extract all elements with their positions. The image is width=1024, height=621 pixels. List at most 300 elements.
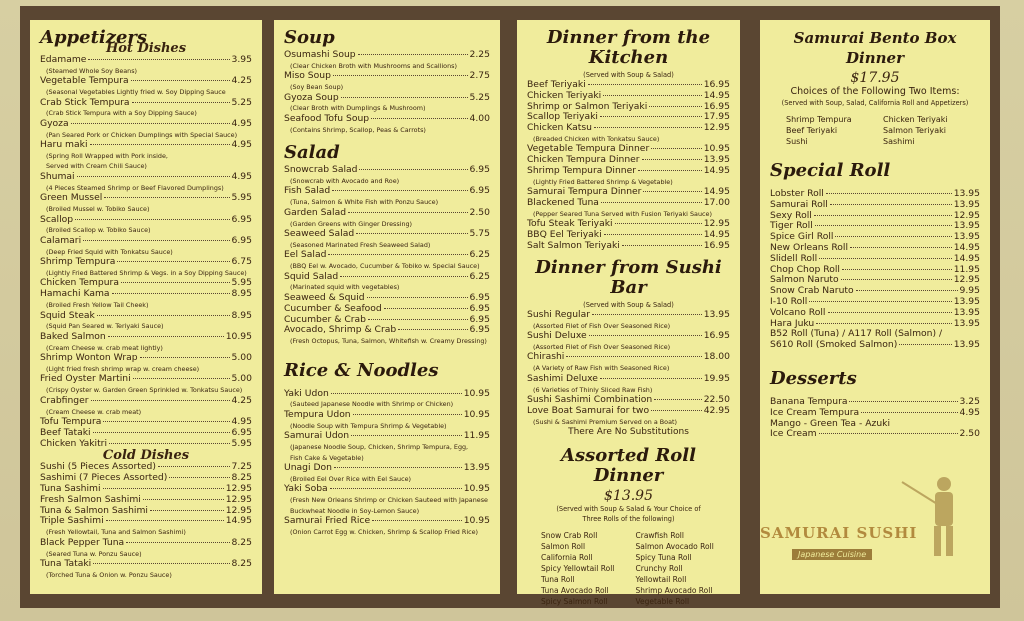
menu-item (40, 559, 252, 570)
dot-leader (330, 488, 462, 489)
bento-option: Beef Teriyaki (786, 126, 838, 135)
bento-choices: Choices of the Following Two Items: (790, 86, 960, 97)
menu-item-name: Miso Soup (284, 70, 331, 82)
cold-dishes-list (40, 462, 252, 580)
roll-option: Salmon Avocado Roll (635, 542, 714, 552)
dot-leader (77, 176, 230, 177)
dot-leader (359, 169, 467, 170)
menu-item-description: (Squid Pan Seared w. Teriyaki Sauce) (46, 322, 164, 331)
dot-leader (340, 276, 467, 277)
logo-name: SAMURAI SUSHI (760, 524, 918, 542)
dot-leader (604, 234, 702, 235)
dot-leader (158, 466, 230, 467)
dot-leader (815, 225, 952, 226)
menu-item-price: 12.95 (953, 209, 980, 221)
menu-item-name: Slidell Roll (770, 252, 818, 264)
menu-item (284, 272, 490, 283)
menu-item-name: Shrimp Tempura (40, 256, 116, 268)
dot-leader (83, 240, 229, 241)
dot-leader (112, 293, 230, 294)
dot-leader (828, 312, 952, 313)
dot-leader (654, 399, 701, 400)
appetizers-heading: Appetizers (40, 27, 148, 48)
menu-item-price: 4.95 (231, 139, 252, 151)
menu-item-description: (Onion Carrot Egg w. Chicken, Shrimp & Scallop Fried Rice) (290, 527, 479, 536)
menu-item-name: Chicken Tempura (40, 277, 119, 289)
menu-item-name: Chicken Yakitri (40, 437, 108, 449)
dot-leader (106, 520, 224, 521)
menu-item-price: 7.25 (231, 461, 252, 473)
menu-item (284, 431, 490, 442)
menu-item (40, 98, 252, 109)
menu-item-description: (Garden Greens with Ginger Dressing) (290, 219, 413, 228)
dot-leader (850, 247, 952, 248)
menu-item-price: 4.95 (231, 117, 252, 129)
menu-item-description: (Sushi & Sashimi Premium Served on a Boat) (533, 417, 677, 426)
soup-heading: Soup (284, 27, 335, 48)
menu-item-name: Gyoza (40, 117, 69, 129)
menu-item-name: Chicken Tempura Dinner (527, 154, 640, 166)
roll-option: Tuna Avocado Roll (541, 586, 609, 596)
menu-item-description: (Broiled Mussel w. Tobiko Sauce) (46, 205, 150, 214)
menu-item-name: Ice Cream (770, 428, 817, 440)
menu-item-price: 6.95 (469, 313, 490, 325)
menu-item (284, 389, 490, 400)
menu-item (284, 304, 490, 315)
dot-leader (126, 542, 229, 543)
menu-item-price: 6.95 (231, 426, 252, 438)
menu-item-name: Vegetable Tempura (40, 75, 129, 87)
menu-item-price: 4.00 (469, 112, 490, 124)
roll-option: Crunchy Roll (635, 564, 683, 574)
menu-item-price: 12.95 (703, 122, 730, 134)
menu-item-description: (Seasonal Vegetables Lightly fried w. Soy Dipping Sauce (46, 88, 226, 97)
menu-item-price: 14.95 (703, 165, 730, 177)
dot-leader (132, 102, 230, 103)
bento-option: Salmon Teriyaki (883, 126, 946, 135)
menu-item-name: Hamachi Kama (40, 288, 110, 300)
menu-item-name: Squid Steak (40, 309, 95, 321)
menu-item-price: 3.25 (959, 395, 980, 407)
dot-leader (826, 193, 952, 194)
dot-leader (649, 106, 701, 107)
bento-options-left (786, 114, 883, 147)
roll-option: Salmon Roll (541, 542, 586, 552)
menu-item-name: Seaweed & Squid (284, 291, 365, 303)
menu-item-name: Samurai Roll (770, 198, 828, 210)
menu-item (40, 193, 252, 204)
menu-item-name: Green Mussel (40, 192, 103, 204)
assorted-price: $13.95 (604, 488, 653, 505)
menu-item (284, 410, 490, 421)
bento-option: Sashimi (883, 137, 915, 146)
menu-item-description: (Clear Chicken Broth with Mushrooms and Scallions) (290, 61, 457, 70)
dot-leader (622, 245, 702, 246)
menu-item-name: Gyoza Soup (284, 91, 339, 103)
menu-item (527, 310, 730, 321)
menu-item-description: (Crab Stick Tempura with a Soy Dipping Sauce) (46, 109, 197, 118)
dot-leader (642, 159, 702, 160)
menu-item-description: (Contains Shrimp, Scallop, Peas & Carrots) (290, 125, 426, 134)
menu-item-name: Tuna Sashimi (40, 483, 101, 495)
dot-leader (600, 378, 702, 379)
roll-option: Spicy Salmon Roll (541, 597, 608, 607)
menu-item-name: Sushi Sashimi Combination (527, 394, 653, 406)
menu-item-price: 12.95 (225, 483, 252, 495)
menu-item-name: Crab Stick Tempura (40, 96, 130, 108)
kitchen-heading: Dinner from the Kitchen (546, 27, 711, 68)
menu-item-name: Salt Salmon Teriyaki (527, 240, 620, 252)
panel-dinners (507, 6, 750, 608)
menu-item-description: (Broiled Fresh Yellow Tail Cheek) (46, 301, 149, 310)
menu-item (40, 396, 252, 407)
menu-item-name: Blackened Tuna (527, 197, 599, 209)
menu-item (527, 374, 730, 385)
menu-item-price: 8.95 (231, 288, 252, 300)
menu-item (40, 374, 252, 385)
rice-noodles-list (284, 389, 490, 538)
menu-item (284, 114, 490, 125)
dot-leader (71, 123, 230, 124)
dot-leader (594, 127, 702, 128)
menu-item-price: 18.00 (703, 351, 730, 363)
menu-item-description: (Assorted Filet of Fish Over Seasoned Rice) (533, 321, 671, 330)
dot-leader (842, 269, 952, 270)
menu-item (527, 123, 730, 134)
menu-item (40, 289, 252, 300)
dot-leader (131, 80, 230, 81)
menu-item-name: Volcano Roll (770, 306, 826, 318)
menu-item-name: BBQ Eel Teriyaki (527, 229, 602, 241)
menu-item (40, 215, 252, 226)
menu-item-name: Chop Chop Roll (770, 263, 840, 275)
menu-item-description: (A Variety of Raw Fish with Seasoned Rice) (533, 364, 670, 373)
dot-leader (643, 191, 701, 192)
sushibar-list (527, 310, 730, 427)
menu-item-name: New Orleans Roll (770, 241, 849, 253)
menu-item (527, 406, 730, 417)
menu-item-price: 10.95 (463, 408, 490, 420)
menu-item-price: 17.95 (703, 111, 730, 123)
assorted-rolls-left (541, 530, 636, 607)
menu-item-description: (Spring Roll Wrapped with Pork inside, (46, 151, 168, 160)
dot-leader (861, 412, 957, 413)
menu-item-name: Crabfinger (40, 394, 89, 406)
menu-item-price: 6.95 (469, 302, 490, 314)
dot-leader (819, 258, 952, 259)
bento-option: Sushi (786, 137, 808, 146)
menu-item-price: 12.95 (953, 274, 980, 286)
menu-item-price: 42.95 (703, 404, 730, 416)
menu-item-price: 13.95 (953, 306, 980, 318)
menu-item-price: 8.25 (231, 536, 252, 548)
menu-item-name: Chicken Katsu (527, 122, 592, 134)
roll-option: Spicy Yellowtail Roll (541, 564, 615, 574)
menu-item-name: Sushi (5 Pieces Assorted) (40, 461, 156, 473)
panel-bento-special (750, 6, 1000, 608)
menu-item-description: (Fresh Octopus, Tuna, Salmon, Whitefish w. Creamy Dressing) (290, 337, 487, 346)
menu-item-name: Fish Salad (284, 185, 331, 197)
menu-item-name: Snowcrab Salad (284, 164, 358, 176)
dot-leader (830, 204, 952, 205)
menu-item-name: Squid Salad (284, 270, 339, 282)
menu-item-name: I-10 Roll (770, 295, 808, 307)
panel-soup-salad-rice (264, 6, 510, 608)
menu-item-price: 10.95 (463, 483, 490, 495)
special-roll-heading: Special Roll (770, 160, 891, 181)
dot-leader (356, 233, 467, 234)
menu-item-name: Edamame (40, 54, 87, 65)
dot-leader (358, 54, 468, 55)
menu-item-name: Unagi Don (284, 462, 333, 474)
dot-leader (351, 435, 462, 436)
menu-item-name: Scallop (40, 213, 74, 225)
dot-leader (601, 202, 702, 203)
menu-item-price: 13.95 (463, 462, 490, 474)
dot-leader (117, 261, 229, 262)
menu-item-name: Lobster Roll (770, 188, 824, 199)
menu-item-price: 9.95 (959, 285, 980, 297)
menu-item-description: (Soy Bean Soup) (290, 83, 344, 92)
menu-item (527, 331, 730, 342)
menu-item-description: (Torched Tuna & Onion w. Ponzu Sauce) (46, 570, 172, 579)
menu-item-name: Ice Cream Tempura (770, 406, 860, 418)
dot-leader (91, 400, 230, 401)
dot-leader (75, 219, 229, 220)
menu-item-price: 5.00 (231, 352, 252, 364)
menu-item-name: Tuna & Salmon Sashimi (40, 504, 148, 516)
roll-option: Snow Crab Roll (541, 531, 598, 541)
menu-item-name: Samurai Udon (284, 430, 350, 442)
bento-price: $17.95 (850, 70, 900, 86)
menu-item-name: Samurai Fried Rice (284, 515, 371, 527)
menu-item-price: 2.25 (469, 49, 490, 60)
menu-item-description: (Breaded Chicken with Tonkatsu Sauce) (533, 134, 660, 143)
menu-item-price: 5.95 (231, 437, 252, 449)
dot-leader (331, 393, 462, 394)
menu-item (527, 241, 730, 252)
menu-item-name: Tofu Tempura (40, 416, 102, 428)
menu-item (40, 257, 252, 268)
cold-dishes-heading: Cold Dishes (102, 448, 190, 464)
menu-item-name: Sashimi (7 Pieces Assorted) (40, 472, 168, 484)
menu-item-price: 10.95 (463, 515, 490, 527)
menu-item-price: 16.95 (703, 240, 730, 252)
menu-item-price: 13.95 (953, 295, 980, 307)
dot-leader (371, 118, 467, 119)
menu-item (40, 119, 252, 130)
roll-option: Spicy Tuna Roll (635, 553, 692, 563)
kitchen-list (527, 80, 730, 252)
menu-item-price: 8.25 (231, 472, 252, 484)
menu-item-description: (BBQ Eel w. Avocado, Cucumber & Tobiko w. Special Sauce) (290, 262, 480, 271)
bento-heading: Samurai Bento Box Dinner (793, 29, 957, 67)
menu-item-description: (Sauteed Japanese Noodle with Shrimp or Chicken) (290, 400, 454, 409)
roll-option: Vegetable Roll (635, 597, 690, 607)
menu-item-price: 4.25 (231, 394, 252, 406)
menu-item-price: 11.95 (463, 430, 490, 442)
menu-item (40, 172, 252, 183)
menu-item (40, 538, 252, 549)
menu-item-name: Haru maki (40, 139, 88, 151)
menu-item (40, 332, 252, 343)
menu-item-description: (Snowcrab with Avocado and Roe) (290, 176, 400, 185)
menu-item-description: (Light fried fresh shrimp wrap w. cream cheese) (46, 364, 200, 373)
sushibar-note: (Served with Soup & Salad) (583, 300, 674, 309)
menu-item-price: 10.95 (225, 330, 252, 342)
menu-item-description: (Tuna, Salmon & White Fish with Ponzu Sauce) (290, 198, 439, 207)
menu-item-description: (Pan Seared Pork or Chicken Dumplings with Special Sauce) (46, 130, 238, 139)
menu-item-name: Snow Crab Naruto (770, 285, 854, 297)
dot-leader (108, 336, 224, 337)
menu-item-name: Scallop Teriyaki (527, 111, 598, 123)
sushibar-heading: Dinner from Sushi Bar (535, 256, 722, 298)
bento-note: (Served with Soup, Salad, California Roll and Appetizers) (781, 99, 969, 107)
menu-item-description: (Seared Tuna w. Ponzu Sauce) (46, 549, 142, 558)
menu-item-description: Fish Cake & Vegetable) (290, 453, 364, 462)
menu-item-price: 14.95 (953, 252, 980, 264)
menu-item-price: 5.25 (231, 96, 252, 108)
menu-item (527, 352, 730, 363)
menu-item-name: Chicken Teriyaki (527, 89, 602, 101)
dot-leader (603, 95, 701, 96)
assorted-heading: Assorted Roll Dinner (561, 445, 696, 487)
menu-item-description: (Cream Cheese w. crab meat) (46, 407, 142, 416)
menu-item (40, 236, 252, 247)
menu-item-name: Banana Tempura (770, 395, 848, 407)
menu-item-price: 16.95 (703, 79, 730, 90)
menu-item-name: Beef Tataki (40, 426, 91, 438)
dot-leader (341, 97, 468, 98)
menu-item-name: Tuna Tataki (40, 558, 92, 570)
menu-item-price: 2.75 (469, 70, 490, 82)
roll-option: Crawfish Roll (635, 531, 684, 541)
menu-item (40, 76, 252, 87)
menu-item-name: Garden Salad (284, 206, 347, 218)
menu-item-price: 12.95 (225, 504, 252, 516)
dot-leader (589, 335, 702, 336)
dot-leader (332, 190, 467, 191)
soup-list (284, 50, 490, 135)
dot-leader (143, 499, 224, 500)
menu-item-description: (Cream Cheese w. crab meat lightly) (46, 343, 163, 352)
bento-options-right (883, 114, 980, 147)
menu-item-price: 5.75 (469, 228, 490, 240)
menu-item-price: 17.00 (703, 197, 730, 209)
menu-item-price: 4.95 (959, 406, 980, 418)
menu-item (770, 308, 980, 319)
menu-item-name: Calamari (40, 234, 82, 246)
menu-item-price: 13.95 (703, 308, 730, 320)
menu-item (284, 229, 490, 240)
menu-item-price: 19.95 (703, 372, 730, 384)
menu-item-description: Served with Cream Chili Sauce) (46, 162, 147, 171)
dot-leader (93, 563, 229, 564)
dot-leader (638, 170, 702, 171)
menu-item (527, 166, 730, 177)
menu-item-name: Yaki Udon (284, 387, 329, 399)
dot-leader (169, 477, 229, 478)
special-roll-list (770, 189, 980, 329)
menu-item (284, 484, 490, 495)
assorted-rolls (527, 530, 730, 607)
menu-item-description: (Clear Broth with Dumplings & Mushroom) (290, 104, 426, 113)
dot-leader (588, 84, 702, 85)
menu-item (284, 325, 490, 336)
dot-leader (849, 401, 957, 402)
menu-item-description: (Crispy Oyster w. Garden Green Sprinkled w. Tonkatsu Sauce) (46, 386, 243, 395)
menu-item-price: 14.95 (225, 515, 252, 527)
menu-item (527, 91, 730, 102)
menu-item-name: Tempura Udon (284, 408, 351, 420)
menu-item-name: Hara Juku (770, 317, 815, 329)
menu-item (770, 408, 980, 419)
dot-leader (651, 148, 701, 149)
menu-item-price: 6.95 (469, 291, 490, 303)
menu-item-name: Seafood Tofu Soup (284, 112, 370, 124)
menu-item-name: Eel Salad (284, 249, 327, 261)
menu-item (527, 198, 730, 209)
menu-item-description: (Marinated squid with vegetables) (290, 283, 400, 292)
dot-leader (90, 144, 230, 145)
roll-option: California Roll (541, 553, 593, 563)
menu-item-description: (Seasoned Marinated Fresh Seaweed Salad) (290, 240, 431, 249)
menu-item-price: 8.25 (231, 558, 252, 570)
salad-heading: Salad (284, 142, 340, 164)
dot-leader (104, 197, 229, 198)
dot-leader (93, 432, 230, 433)
menu-item-name: Mango - Green Tea - Azuki (770, 417, 891, 429)
menu-item-name: Sushi Deluxe (527, 330, 587, 342)
menu-item-description: (Fresh Yellowtail, Tuna and Salmon Sashimi) (46, 528, 186, 537)
menu-item-price: 6.75 (231, 256, 252, 268)
menu-item-name: Cucumber & Seafood (284, 302, 382, 314)
dot-leader (398, 329, 467, 330)
menu-item-price: 14.95 (703, 229, 730, 241)
menu-item-price: 4.25 (231, 75, 252, 87)
menu-item-description: (Lightly Fried Battered Shrimp & Vegs. in a Soy Dipping Sauce) (46, 268, 247, 277)
dot-leader (367, 297, 468, 298)
menu-item-name: Avocado, Shrimp & Crab (284, 324, 397, 336)
menu-item-description: Buckwheat Noodle in Soy-Lemon Sauce) (290, 506, 420, 515)
assorted-note-2: Three Rolls of the following) (582, 515, 675, 524)
desserts-heading: Desserts (770, 367, 857, 389)
dot-leader (150, 510, 224, 511)
menu-item (40, 311, 252, 322)
menu-item-name: Love Boat Samurai for two (527, 404, 650, 416)
menu-item (770, 200, 980, 211)
menu-item-price: 4.95 (231, 170, 252, 182)
bento-option: Shrimp Tempura (786, 115, 852, 124)
menu-item-price: 11.95 (953, 263, 980, 275)
dot-leader (348, 212, 467, 213)
menu-item-name: Cucumber & Crab (284, 313, 366, 325)
b52-roll-line-1: B52 Roll (Tuna) / A117 Roll (Salmon) / (770, 328, 943, 340)
menu-item-price: 2.50 (959, 428, 980, 440)
menu-item-price: 16.95 (703, 330, 730, 342)
menu-item-price: 6.95 (469, 185, 490, 197)
dot-leader (103, 421, 229, 422)
menu-item-description: (Steamed Whole Soy Beans) (46, 66, 138, 75)
menu-item-name: Shumai (40, 170, 75, 182)
dot-leader (841, 279, 952, 280)
menu-item-price: 6.95 (231, 234, 252, 246)
menu-item-name: Sushi Regular (527, 308, 590, 320)
menu-item-description: (Assorted Filet of Fish Over Seasoned Rice) (533, 342, 671, 351)
bento-options (770, 114, 980, 147)
menu-item (284, 463, 490, 474)
menu-item (284, 208, 490, 219)
